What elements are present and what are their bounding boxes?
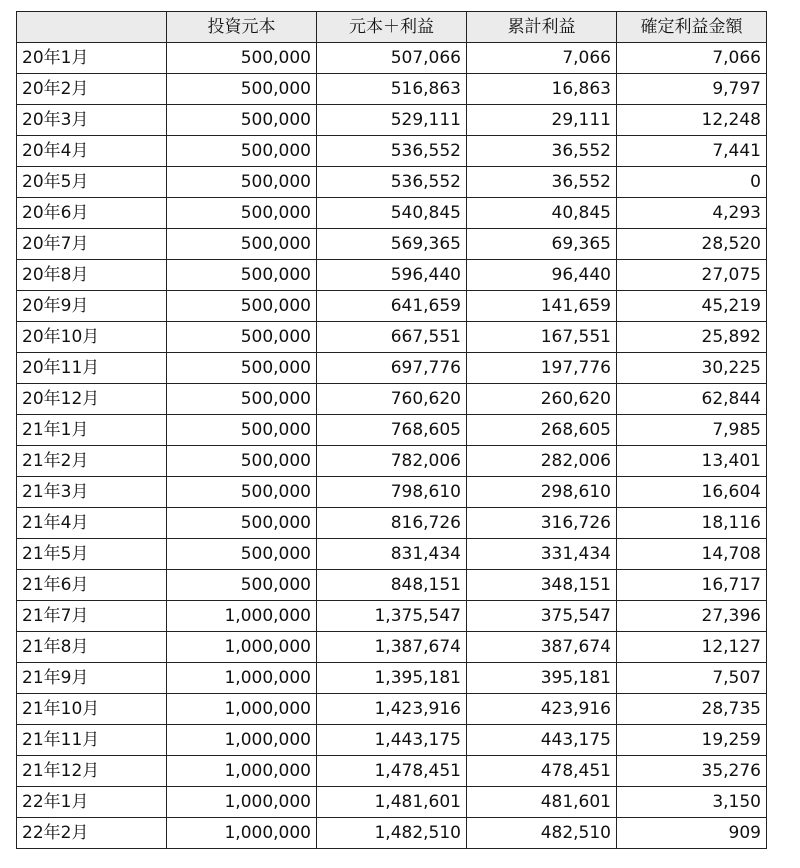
cell-realized-profit: 18,116 — [617, 508, 767, 539]
cell-cumulative-profit: 69,365 — [467, 229, 617, 260]
cell-month: 20年5月 — [17, 167, 167, 198]
table-row — [17, 694, 767, 725]
cell-principal: 1,000,000 — [167, 601, 317, 632]
cell-principal: 500,000 — [167, 167, 317, 198]
cell-principal: 500,000 — [167, 508, 317, 539]
cell-principal-plus-profit: 516,863 — [317, 74, 467, 105]
cell-principal: 1,000,000 — [167, 725, 317, 756]
table-row — [17, 167, 767, 198]
cell-cumulative-profit: 298,610 — [467, 477, 617, 508]
cell-principal: 500,000 — [167, 136, 317, 167]
cell-realized-profit: 62,844 — [617, 384, 767, 415]
cell-cumulative-profit: 96,440 — [467, 260, 617, 291]
cell-month: 21年3月 — [17, 477, 167, 508]
cell-principal-plus-profit: 641,659 — [317, 291, 467, 322]
cell-realized-profit: 16,604 — [617, 477, 767, 508]
cell-principal-plus-profit: 782,006 — [317, 446, 467, 477]
cell-principal-plus-profit: 1,478,451 — [317, 756, 467, 787]
header-month — [17, 12, 167, 43]
cell-realized-profit: 19,259 — [617, 725, 767, 756]
cell-cumulative-profit: 395,181 — [467, 663, 617, 694]
cell-principal-plus-profit: 536,552 — [317, 167, 467, 198]
table-header — [17, 12, 767, 43]
cell-principal: 500,000 — [167, 260, 317, 291]
cell-realized-profit: 27,075 — [617, 260, 767, 291]
table-row — [17, 818, 767, 849]
cell-realized-profit: 16,717 — [617, 570, 767, 601]
cell-realized-profit: 13,401 — [617, 446, 767, 477]
cell-principal: 500,000 — [167, 477, 317, 508]
cell-month: 20年6月 — [17, 198, 167, 229]
cell-month: 21年5月 — [17, 539, 167, 570]
cell-cumulative-profit: 423,916 — [467, 694, 617, 725]
cell-realized-profit: 27,396 — [617, 601, 767, 632]
cell-principal-plus-profit: 529,111 — [317, 105, 467, 136]
table-row — [17, 508, 767, 539]
cell-principal: 1,000,000 — [167, 787, 317, 818]
cell-realized-profit: 9,797 — [617, 74, 767, 105]
cell-cumulative-profit: 478,451 — [467, 756, 617, 787]
cell-principal-plus-profit: 1,387,674 — [317, 632, 467, 663]
cell-realized-profit: 4,293 — [617, 198, 767, 229]
table-row — [17, 756, 767, 787]
cell-principal-plus-profit: 536,552 — [317, 136, 467, 167]
cell-principal-plus-profit: 768,605 — [317, 415, 467, 446]
cell-month: 20年2月 — [17, 74, 167, 105]
cell-realized-profit: 7,985 — [617, 415, 767, 446]
cell-cumulative-profit: 282,006 — [467, 446, 617, 477]
cell-principal: 1,000,000 — [167, 663, 317, 694]
cell-principal-plus-profit: 540,845 — [317, 198, 467, 229]
cell-month: 21年12月 — [17, 756, 167, 787]
cell-principal-plus-profit: 667,551 — [317, 322, 467, 353]
cell-realized-profit: 0 — [617, 167, 767, 198]
cell-cumulative-profit: 7,066 — [467, 43, 617, 74]
cell-principal-plus-profit: 596,440 — [317, 260, 467, 291]
table-row — [17, 384, 767, 415]
cell-realized-profit: 12,127 — [617, 632, 767, 663]
cell-principal-plus-profit: 1,375,547 — [317, 601, 467, 632]
cell-cumulative-profit: 36,552 — [467, 136, 617, 167]
table-row — [17, 446, 767, 477]
table-row — [17, 43, 767, 74]
table-row — [17, 105, 767, 136]
cell-month: 20年9月 — [17, 291, 167, 322]
cell-principal: 500,000 — [167, 198, 317, 229]
table-body — [17, 43, 767, 849]
cell-month: 22年2月 — [17, 818, 167, 849]
cell-principal: 500,000 — [167, 570, 317, 601]
cell-month: 21年9月 — [17, 663, 167, 694]
cell-cumulative-profit: 481,601 — [467, 787, 617, 818]
cell-month: 21年1月 — [17, 415, 167, 446]
cell-cumulative-profit: 482,510 — [467, 818, 617, 849]
cell-realized-profit: 7,066 — [617, 43, 767, 74]
table-row — [17, 477, 767, 508]
cell-principal-plus-profit: 1,423,916 — [317, 694, 467, 725]
cell-principal: 500,000 — [167, 446, 317, 477]
cell-principal-plus-profit: 831,434 — [317, 539, 467, 570]
cell-month: 21年8月 — [17, 632, 167, 663]
cell-principal: 1,000,000 — [167, 632, 317, 663]
cell-principal: 1,000,000 — [167, 756, 317, 787]
cell-month: 21年7月 — [17, 601, 167, 632]
cell-principal-plus-profit: 1,482,510 — [317, 818, 467, 849]
table-row — [17, 570, 767, 601]
cell-principal: 500,000 — [167, 229, 317, 260]
cell-month: 20年3月 — [17, 105, 167, 136]
cell-month: 20年7月 — [17, 229, 167, 260]
cell-cumulative-profit: 387,674 — [467, 632, 617, 663]
header-row — [17, 12, 767, 43]
cell-realized-profit: 12,248 — [617, 105, 767, 136]
cell-month: 20年4月 — [17, 136, 167, 167]
cell-month: 21年11月 — [17, 725, 167, 756]
cell-principal: 1,000,000 — [167, 694, 317, 725]
cell-principal-plus-profit: 760,620 — [317, 384, 467, 415]
cell-cumulative-profit: 348,151 — [467, 570, 617, 601]
cell-cumulative-profit: 268,605 — [467, 415, 617, 446]
table-row — [17, 322, 767, 353]
table-row — [17, 725, 767, 756]
table-row — [17, 74, 767, 105]
cell-month: 21年2月 — [17, 446, 167, 477]
cell-principal-plus-profit: 507,066 — [317, 43, 467, 74]
table-row — [17, 198, 767, 229]
cell-realized-profit: 28,520 — [617, 229, 767, 260]
cell-cumulative-profit: 29,111 — [467, 105, 617, 136]
cell-cumulative-profit: 443,175 — [467, 725, 617, 756]
cell-principal: 500,000 — [167, 384, 317, 415]
table-row — [17, 229, 767, 260]
cell-principal: 500,000 — [167, 74, 317, 105]
cell-month: 20年8月 — [17, 260, 167, 291]
header-realized-profit: 確定利益金額 — [617, 12, 767, 43]
table-row — [17, 353, 767, 384]
cell-cumulative-profit: 375,547 — [467, 601, 617, 632]
cell-month: 21年4月 — [17, 508, 167, 539]
cell-principal-plus-profit: 798,610 — [317, 477, 467, 508]
cell-realized-profit: 28,735 — [617, 694, 767, 725]
cell-month: 21年6月 — [17, 570, 167, 601]
cell-principal-plus-profit: 569,365 — [317, 229, 467, 260]
cell-cumulative-profit: 197,776 — [467, 353, 617, 384]
cell-cumulative-profit: 331,434 — [467, 539, 617, 570]
cell-realized-profit: 3,150 — [617, 787, 767, 818]
cell-cumulative-profit: 260,620 — [467, 384, 617, 415]
cell-principal: 500,000 — [167, 322, 317, 353]
table-row — [17, 260, 767, 291]
cell-principal-plus-profit: 816,726 — [317, 508, 467, 539]
cell-principal: 500,000 — [167, 353, 317, 384]
cell-month: 20年12月 — [17, 384, 167, 415]
cell-cumulative-profit: 167,551 — [467, 322, 617, 353]
cell-principal: 500,000 — [167, 415, 317, 446]
cell-principal-plus-profit: 1,395,181 — [317, 663, 467, 694]
cell-cumulative-profit: 40,845 — [467, 198, 617, 229]
header-cumulative-profit: 累計利益 — [467, 12, 617, 43]
table-row — [17, 632, 767, 663]
cell-realized-profit: 7,441 — [617, 136, 767, 167]
cell-principal-plus-profit: 697,776 — [317, 353, 467, 384]
cell-principal-plus-profit: 1,443,175 — [317, 725, 467, 756]
cell-month: 20年1月 — [17, 43, 167, 74]
table-row — [17, 539, 767, 570]
investment-table — [16, 11, 767, 849]
cell-month: 22年1月 — [17, 787, 167, 818]
cell-principal: 500,000 — [167, 291, 317, 322]
cell-principal-plus-profit: 848,151 — [317, 570, 467, 601]
table-row — [17, 601, 767, 632]
cell-realized-profit: 14,708 — [617, 539, 767, 570]
cell-cumulative-profit: 36,552 — [467, 167, 617, 198]
table-row — [17, 136, 767, 167]
cell-realized-profit: 7,507 — [617, 663, 767, 694]
header-principal: 投資元本 — [167, 12, 317, 43]
table-row — [17, 291, 767, 322]
cell-realized-profit: 30,225 — [617, 353, 767, 384]
cell-realized-profit: 25,892 — [617, 322, 767, 353]
table-row — [17, 787, 767, 818]
cell-realized-profit: 909 — [617, 818, 767, 849]
cell-month: 21年10月 — [17, 694, 167, 725]
cell-month: 20年10月 — [17, 322, 167, 353]
cell-realized-profit: 35,276 — [617, 756, 767, 787]
cell-principal-plus-profit: 1,481,601 — [317, 787, 467, 818]
table-row — [17, 415, 767, 446]
cell-principal: 1,000,000 — [167, 818, 317, 849]
cell-month: 20年11月 — [17, 353, 167, 384]
cell-cumulative-profit: 16,863 — [467, 74, 617, 105]
cell-principal: 500,000 — [167, 43, 317, 74]
table-row — [17, 663, 767, 694]
cell-principal: 500,000 — [167, 539, 317, 570]
cell-principal: 500,000 — [167, 105, 317, 136]
cell-cumulative-profit: 316,726 — [467, 508, 617, 539]
cell-cumulative-profit: 141,659 — [467, 291, 617, 322]
cell-realized-profit: 45,219 — [617, 291, 767, 322]
header-principal-plus-profit: 元本＋利益 — [317, 12, 467, 43]
